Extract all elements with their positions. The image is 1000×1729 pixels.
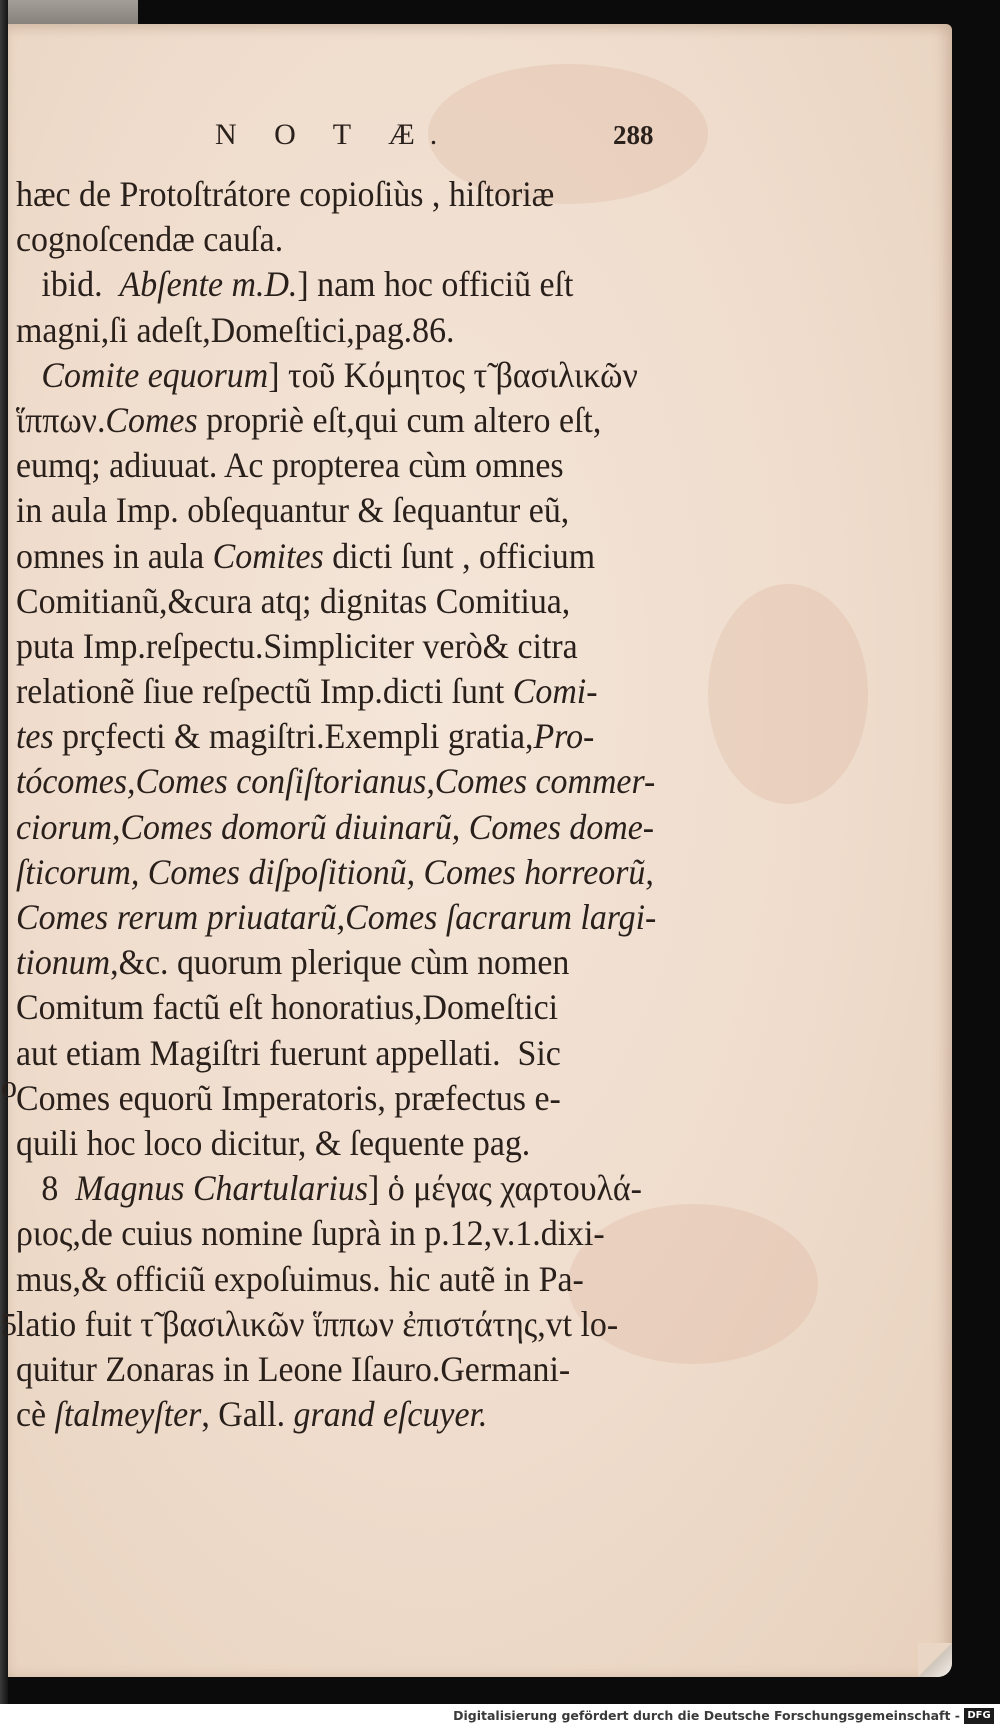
text-run: dicti ſunt , officium: [323, 535, 596, 576]
text-line: [16, 398, 656, 443]
text-line: [16, 534, 656, 579]
text-run: quili hoc loco dicitur, & ſequente pag.: [16, 1122, 531, 1163]
text-run: ἵππων.: [16, 399, 106, 440]
text-line: [16, 805, 656, 850]
running-header: N O T Æ.: [215, 118, 453, 151]
page-number: 288: [613, 120, 654, 150]
text-run: [16, 355, 41, 395]
text-line: [16, 714, 656, 759]
italic-text-run: Comes: [105, 399, 198, 440]
text-line: [16, 353, 656, 398]
text-run: quitur Zonaras in Leone Iſauro.Germani-: [16, 1348, 571, 1389]
text-line: [16, 488, 656, 533]
margin-mark: o: [1, 1068, 17, 1104]
italic-text-run: Comi-: [512, 671, 598, 712]
italic-text-run: ciorum,Comes domorũ diuinarũ, Comes dome-: [16, 806, 655, 847]
text-line: [16, 262, 656, 307]
text-run: ] nam hoc officiũ eſt: [297, 264, 574, 305]
funding-notice: Digitalisierung gefördert durch die Deutsche Forschungsgemeinschaft -: [453, 1708, 960, 1723]
text-run: 8: [16, 1168, 76, 1209]
text-run: in aula Imp. obſequantur & ſequantur eũ,: [16, 490, 570, 531]
text-run: puta Imp.reſpectu.Simpliciter verò& citra: [16, 625, 578, 666]
text-line: [16, 1121, 656, 1166]
text-run: ] ὁ μέγας χαρτουλά-: [368, 1168, 642, 1209]
text-line: [16, 624, 656, 669]
text-line: [16, 1257, 656, 1302]
text-run: cognoſcendæ cauſa.: [16, 219, 284, 260]
text-line: [16, 669, 656, 714]
text-run: ριος,de cuius nomine ſuprà in p.12,v.1.dixi-: [16, 1213, 605, 1254]
italic-text-run: Comite equorum: [41, 354, 269, 395]
italic-text-run: tionum: [16, 942, 111, 983]
text-run: , Gall.: [201, 1394, 294, 1435]
italic-text-run: ſtalmeyſter: [54, 1394, 202, 1435]
margin-mark: 5: [1, 1306, 17, 1342]
text-run: propriè eſt,qui cum altero eſt,: [197, 399, 602, 440]
text-line: [16, 759, 656, 804]
text-line: [16, 850, 656, 895]
italic-text-run: Comites: [212, 535, 324, 576]
text-run: Comitianũ,&cura atq; dignitas Comitiua,: [16, 580, 571, 621]
text-line: [16, 172, 656, 217]
text-line: [16, 308, 656, 353]
italic-text-run: Abſente m.D.: [119, 264, 298, 305]
text-run: hæc de Protoſtrátore copioſiùs , hiſtoriæ: [16, 174, 555, 214]
text-line: [16, 940, 656, 985]
text-line: [16, 1347, 656, 1392]
paper-stain: [708, 584, 868, 804]
text-run: mus,& officiũ expoſuimus. hic autẽ in Pa-: [16, 1258, 584, 1299]
dfg-logo: DFG: [964, 1708, 994, 1724]
text-line: [16, 1076, 656, 1121]
italic-text-run: Pro-: [533, 716, 595, 757]
text-line: [16, 1211, 656, 1256]
text-line: [16, 1031, 656, 1076]
text-line: [16, 1166, 656, 1211]
text-run: magni,ſi adeſt,Domeſtici,pag.86.: [16, 309, 455, 350]
text-line: [16, 1302, 656, 1347]
text-run: aut etiam Magiſtri fuerunt appellati. Sic: [16, 1032, 561, 1073]
italic-text-run: ſticorum, Comes diſpoſitionũ, Comes horreorũ,: [16, 851, 654, 892]
footer-bar: [0, 1704, 1000, 1729]
text-line: [16, 985, 656, 1030]
text-run: ibid.: [16, 264, 120, 305]
italic-text-run: grand eſcuyer.: [293, 1394, 488, 1435]
text-run: Comes equorũ Imperatoris, præfectus e-: [16, 1077, 561, 1118]
page-corner-fold: [918, 1643, 952, 1677]
text-run: latio fuit τ̃ βασιλικῶν ἵππων ἐπιστάτης,vt lo-: [16, 1303, 619, 1344]
text-line: [16, 1392, 656, 1437]
text-run: relationẽ ſiue reſpectũ Imp.dicti ſunt: [16, 671, 513, 712]
italic-text-run: Magnus Chartularius: [75, 1168, 369, 1209]
italic-text-run: tócomes,Comes conſiſtorianus,Comes commer-: [16, 761, 656, 802]
book-edge: [0, 0, 8, 1729]
text-run: Comitum factũ eſt honoratius,Domeſtici: [16, 987, 559, 1028]
body-text: [16, 172, 696, 1437]
text-run: cè: [16, 1394, 55, 1435]
text-line: [16, 895, 656, 940]
text-line: [16, 579, 656, 624]
text-run: omnes in aula: [16, 535, 213, 576]
text-line: [16, 217, 656, 262]
text-run: ] τοῦ Κόμητος τ̃ βασιλικῶν: [268, 354, 638, 395]
text-line: [16, 443, 656, 488]
italic-text-run: tes: [16, 716, 54, 757]
text-run: prçfecti & magiſtri.Exempli gratia,: [53, 716, 534, 757]
text-run: ,&c. quorum plerique cùm nomen: [110, 942, 570, 983]
italic-text-run: Comes rerum priuatarũ,Comes ſacrarum largi-: [16, 897, 657, 937]
text-run: eumq; adiuuat. Ac propterea cùm omnes: [16, 445, 564, 486]
